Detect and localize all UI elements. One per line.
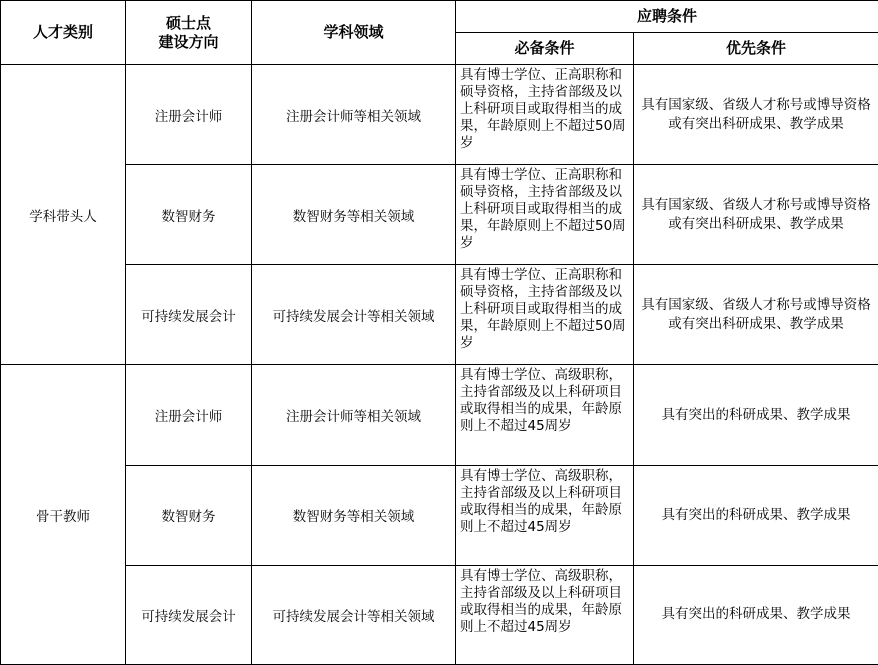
field-cell: 注册会计师等相关领域 — [252, 365, 456, 465]
required-cell: 具有博士学位、高级职称，主持省部级及以上科研项目或取得相当的成果，年龄原则上不超过45周岁 — [456, 365, 634, 465]
direction-cell: 注册会计师 — [126, 65, 252, 165]
table-row — [1, 265, 878, 365]
table-row — [1, 465, 878, 565]
required-cell: 具有博士学位、正高职称和硕导资格，主持省部级及以上科研项目或取得相当的成果，年龄原则上不超过50周岁 — [456, 265, 634, 365]
direction-cell: 数智财务 — [126, 165, 252, 265]
header-direction-line2: 建设方向 — [158, 32, 219, 51]
preferred-cell: 具有国家级、省级人才称号或博导资格或有突出科研成果、教学成果 — [634, 65, 878, 165]
required-cell: 具有博士学位、正高职称和硕导资格，主持省部级及以上科研项目或取得相当的成果，年龄原则上不超过50周岁 — [456, 65, 634, 165]
field-cell: 数智财务等相关领域 — [252, 165, 456, 265]
table-row — [1, 565, 878, 664]
direction-cell: 可持续发展会计 — [126, 565, 252, 664]
table-row — [1, 165, 878, 265]
field-cell: 注册会计师等相关领域 — [252, 65, 456, 165]
direction-cell: 可持续发展会计 — [126, 265, 252, 365]
header-required: 必备条件 — [456, 33, 634, 65]
direction-cell: 注册会计师 — [126, 365, 252, 465]
required-cell: 具有博士学位、高级职称，主持省部级及以上科研项目或取得相当的成果，年龄原则上不超过45周岁 — [456, 565, 634, 664]
preferred-cell: 具有突出的科研成果、教学成果 — [634, 565, 878, 664]
header-conditions: 应聘条件 — [456, 1, 878, 33]
header-field: 学科领域 — [252, 1, 456, 65]
field-cell: 可持续发展会计等相关领域 — [252, 265, 456, 365]
header-direction-line1: 硕士点 — [165, 13, 211, 32]
category-cell: 学科带头人 — [1, 65, 126, 365]
table-row — [1, 365, 878, 465]
preferred-cell: 具有国家级、省级人才称号或博导资格或有突出科研成果、教学成果 — [634, 165, 878, 265]
field-cell: 数智财务等相关领域 — [252, 465, 456, 565]
header-category: 人才类别 — [1, 1, 126, 65]
required-cell: 具有博士学位、正高职称和硕导资格，主持省部级及以上科研项目或取得相当的成果，年龄原则上不超过50周岁 — [456, 165, 634, 265]
preferred-cell: 具有突出的科研成果、教学成果 — [634, 365, 878, 465]
direction-cell: 数智财务 — [126, 465, 252, 565]
header-preferred: 优先条件 — [634, 33, 878, 65]
table-row — [1, 65, 878, 165]
preferred-cell: 具有国家级、省级人才称号或博导资格或有突出科研成果、教学成果 — [634, 265, 878, 365]
category-cell: 骨干教师 — [1, 365, 126, 665]
field-cell: 可持续发展会计等相关领域 — [252, 565, 456, 664]
header-direction — [126, 1, 252, 65]
preferred-cell: 具有突出的科研成果、教学成果 — [634, 465, 878, 565]
required-cell: 具有博士学位、高级职称，主持省部级及以上科研项目或取得相当的成果，年龄原则上不超过45周岁 — [456, 465, 634, 565]
